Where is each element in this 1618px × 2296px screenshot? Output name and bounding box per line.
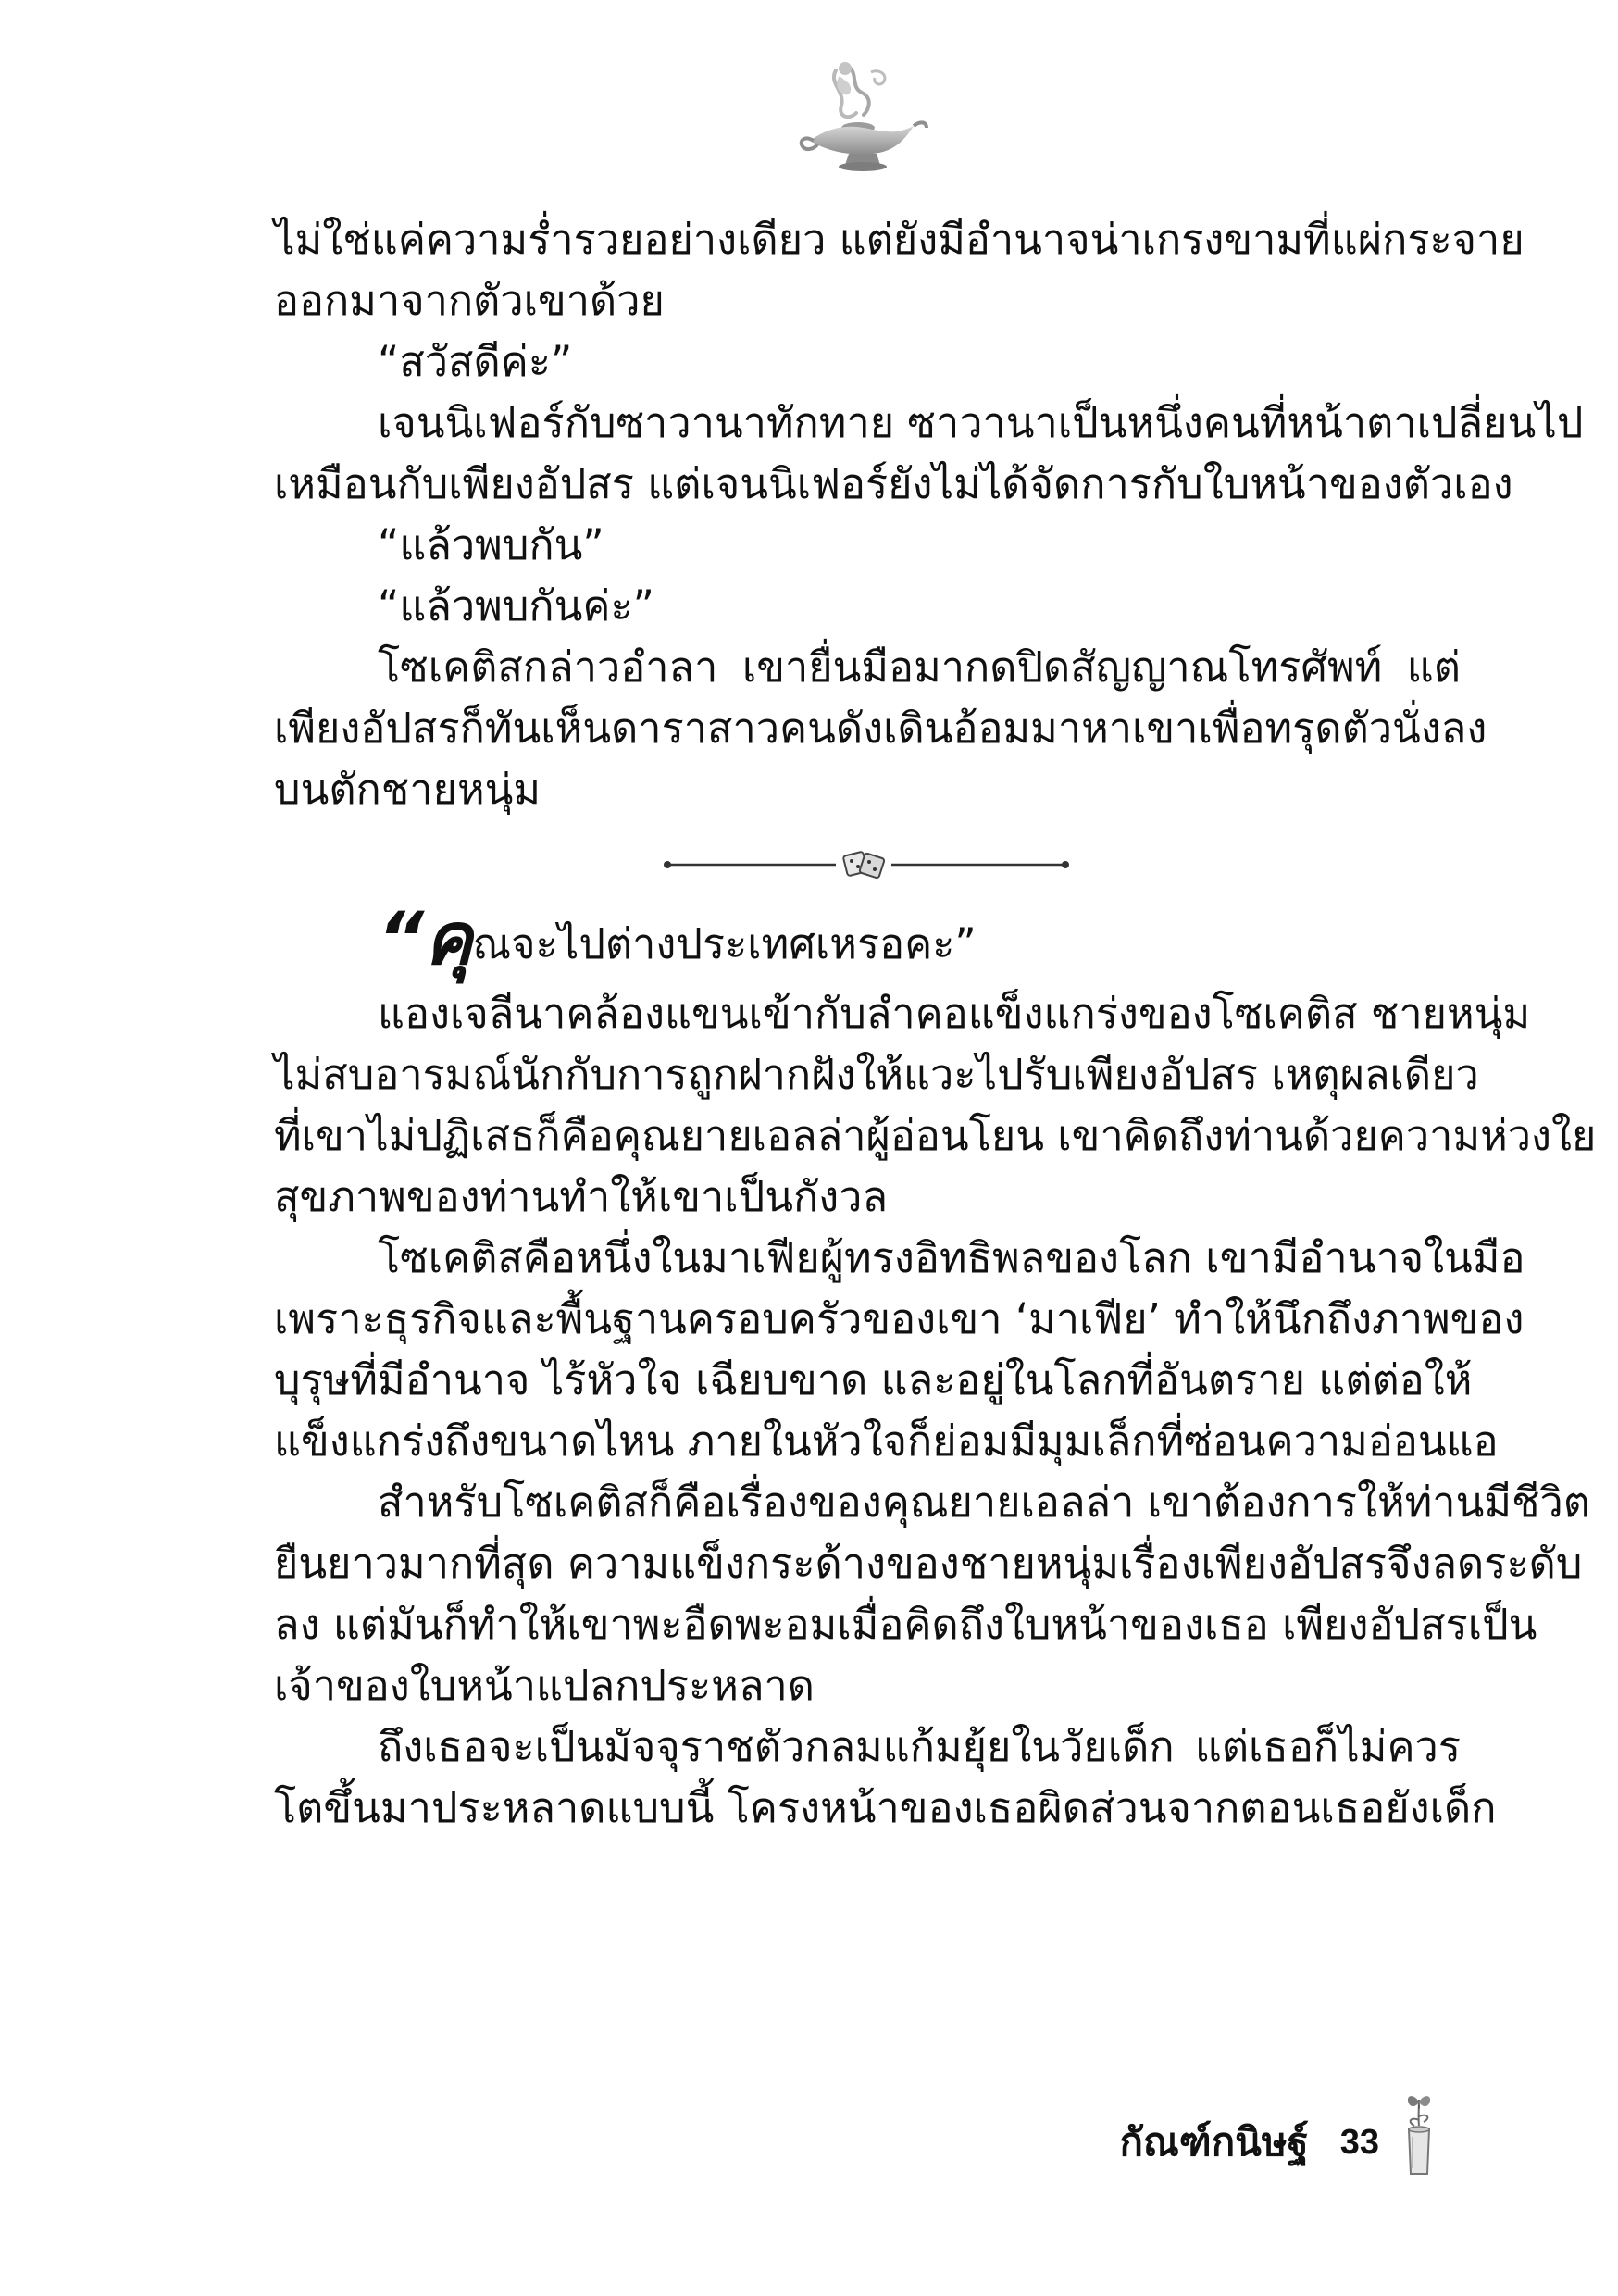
magic-lamp-icon <box>791 56 930 176</box>
text-line: ถึงเธอจะเป็นมัจจุราชตัวกลมแก้มยุ้ยในวัยเด็ก แต่เธอก็ไม่ควร <box>378 1722 1461 1771</box>
page-number: 33 <box>1339 2123 1379 2162</box>
text-line: ไม่สบอารมณ์นักกับการถูกฝากฝังให้แวะไปรับเพียงอัปสร เหตุผลเดียว <box>274 1050 1479 1099</box>
text-line: ที่เขาไม่ปฏิเสธก็คือคุณยายเอลล่าผู้อ่อนโยน เขาคิดถึงท่านด้วยความห่วงใย <box>274 1111 1597 1160</box>
text-line: สุขภาพของท่านทำให้เขาเป็นกังวล <box>274 1172 889 1221</box>
text-block-top <box>274 209 1584 820</box>
text-block-bottom <box>274 983 1597 1839</box>
text-line: โตขึ้นมาประหลาดแบบนี้ โครงหน้าของเธอผิดส่วนจากตอนเธอยังเด็ก <box>274 1783 1497 1832</box>
text-line: “แล้วพบกัน” <box>378 520 604 569</box>
text-line: แข็งแกร่งถึงขนาดไหน ภายในหัวใจก็ย่อมมีมุมเล็กที่ซ่อนความอ่อนแอ <box>274 1416 1499 1466</box>
author-name: กัณฑ์กนิษฐ์ <box>1119 2119 1309 2165</box>
text-line: เหมือนกับเพียงอัปสร แต่เจนนิเฟอร์ยังไม่ได้จัดการกับใบหน้าของตัวเอง <box>274 459 1513 508</box>
page-footer <box>1119 2096 1442 2170</box>
chapter-opening-line <box>274 898 1461 983</box>
text-line: เพราะธุรกิจและพื้นฐานครอบครัวของเขา ‘มาเฟีย’ ทำให้นึกถึงภาพของ <box>274 1294 1525 1343</box>
drop-cap: “คุ <box>378 898 473 981</box>
text-line: “สวัสดีค่ะ” <box>378 337 573 386</box>
text-line: บุรุษที่มีอำนาจ ไร้หัวใจ เฉียบขาด และอยู่ในโลกที่อันตราย แต่ต่อให้ <box>274 1355 1473 1404</box>
text-line: สำหรับโซเคติสก็คือเรื่องของคุณยายเอลล่า เขาต้องการให้ท่านมีชีวิต <box>378 1478 1591 1527</box>
text-line: บนตักชายหนุ่ม <box>274 765 541 814</box>
text-line: เจ้าของใบหน้าแปลกประหลาด <box>274 1661 815 1710</box>
text-line: ลง แต่มันก็ทำให้เขาพะอืดพะอมเมื่อคิดถึงใบหน้าของเธอ เพียงอัปสรเป็น <box>274 1600 1537 1649</box>
text-line: เพียงอัปสรก็ทันเห็นดาราสาวคนดังเดินอ้อมมาหาเขาเพื่อทรุดตัวนั่งลง <box>274 704 1487 753</box>
dice-icon <box>843 852 885 879</box>
text-line: ยืนยาวมากที่สุด ความแข็งกระด้างของชายหนุ่มเรื่องเพียงอัปสรจึงลดระดับ <box>274 1539 1583 1588</box>
dice-ornament <box>664 846 1071 883</box>
text-line: ออกมาจากตัวเขาด้วย <box>274 276 665 325</box>
text-line: โซเคติสคือหนึ่งในมาเฟียผู้ทรงอิทธิพลของโลก เขามีอำนาจในมือ <box>378 1233 1525 1282</box>
text-line: แองเจลีนาคล้องแขนเข้ากับลำคอแข็งแกร่งของโซเคติส ชายหนุ่ม <box>378 989 1531 1038</box>
text-line: โซเคติสกล่าวอำลา เขายื่นมือมากดปิดสัญญาณโทรศัพท์ แต่ <box>378 643 1461 692</box>
text-line: “แล้วพบกันค่ะ” <box>378 581 654 630</box>
page-text <box>274 209 1597 1839</box>
flower-vase-icon <box>1396 2089 1442 2181</box>
text-line: เจนนิเฟอร์กับซาวานาทักทาย ซาวานาเป็นหนึ่งคนที่หน้าตาเปลี่ยนไป <box>378 398 1584 447</box>
opening-text: ณจะไปต่างประเทศเหรอคะ” <box>472 919 977 968</box>
section-divider <box>274 820 1461 909</box>
text-line: ไม่ใช่แค่ความร่ำรวยอย่างเดียว แต่ยังมีอำนาจน่าเกรงขามที่แผ่กระจาย <box>274 215 1525 264</box>
